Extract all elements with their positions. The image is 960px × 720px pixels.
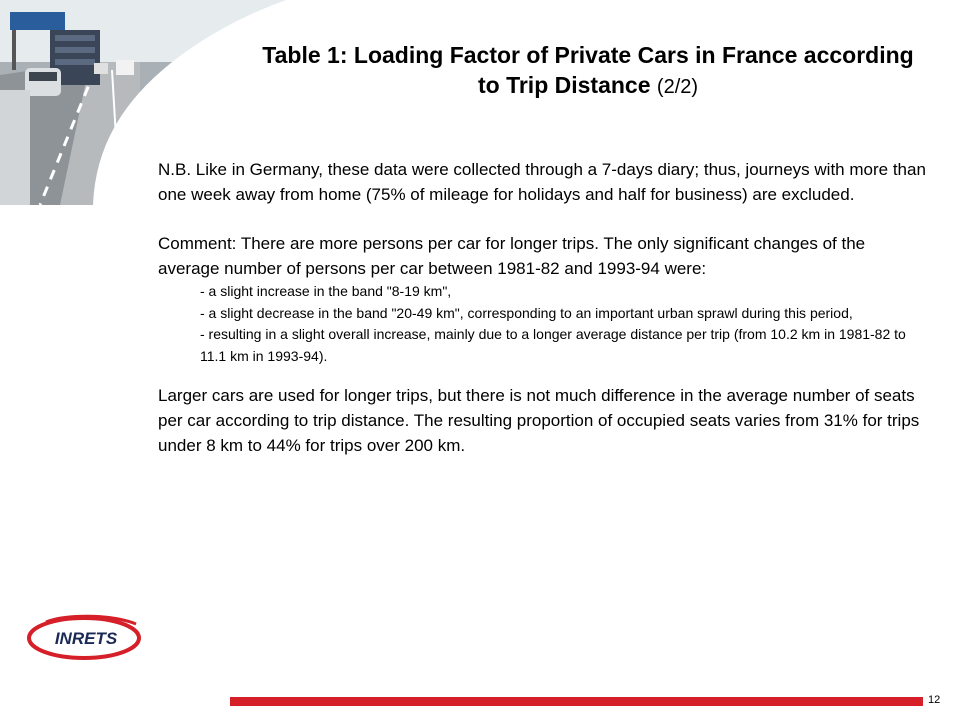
logo-text: INRETS — [54, 629, 118, 648]
inrets-logo — [26, 610, 148, 664]
footer-red-bar — [230, 697, 923, 706]
slide-body — [158, 157, 928, 458]
bullet-item: - a slight decrease in the band "20-49 km", corresponding to an important urban sprawl during this period, — [200, 304, 853, 321]
paragraph-nb: N.B. Like in Germany, these data were collected through a 7-days diary; thus, journeys with more than one week away from home (75% of mileage for holidays and half for business) are excluded. — [158, 160, 926, 204]
slide-title — [258, 40, 918, 102]
paragraph-larger-cars: Larger cars are used for longer trips, but there is not much difference in the average number of seats per car according to trip distance. The resulting proportion of occupied seats varies from 31% for trips under 8 km to 44% for trips over 200 km. — [158, 386, 920, 455]
bullet-list — [200, 281, 928, 367]
bullet-item: - resulting in a slight overall increase, mainly due to a longer average distance per trip (from 10.2 km in 1981-82 to 11.1 km in 1993-94). — [200, 326, 906, 364]
slide-title-main: Table 1: Loading Factor of Private Cars in France according to Trip Distance — [262, 42, 914, 98]
bullet-item: - a slight increase in the band "8-19 km", — [200, 283, 452, 299]
slide-title-suffix: (2/2) — [656, 76, 699, 98]
paragraph-comment: Comment: There are more persons per car for longer trips. The only significant changes of the average number of persons per car between 1981-82 and 1993-94 were: — [158, 234, 866, 278]
page-number: 12 — [928, 694, 941, 706]
